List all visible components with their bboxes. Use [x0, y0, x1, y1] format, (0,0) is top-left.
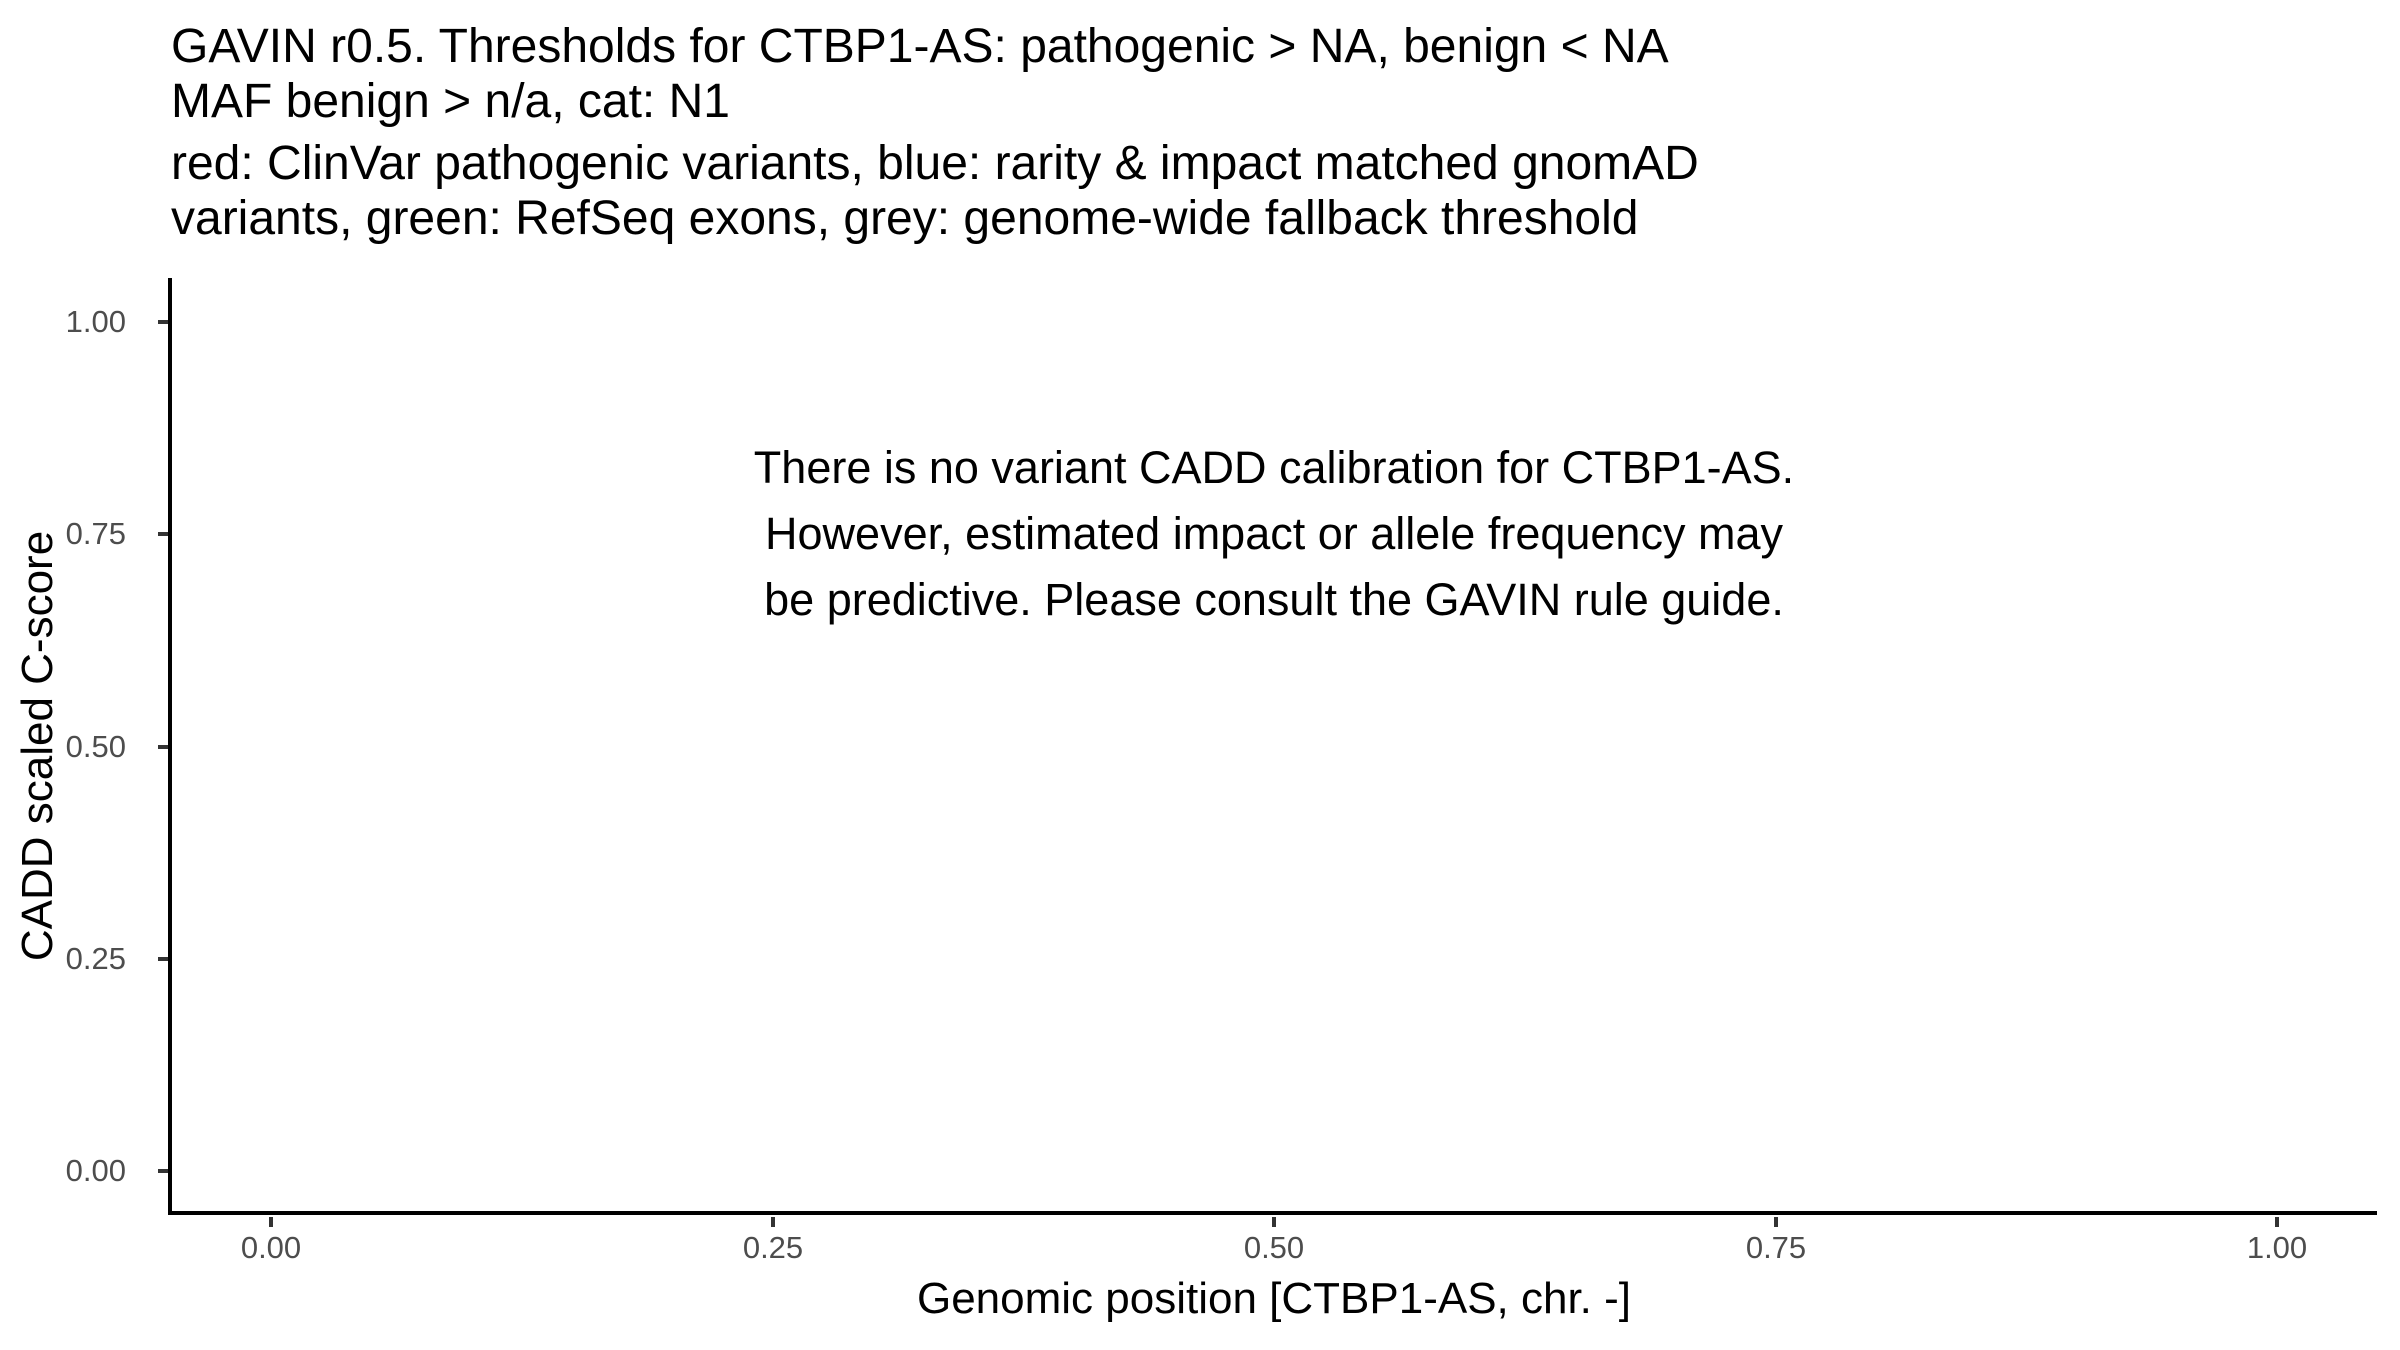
y-tick-mark — [158, 320, 168, 324]
y-tick-label: 1.00 — [65, 304, 126, 339]
plot-subtitle-line-1: red: ClinVar pathogenic variants, blue: rarity & impact matched gnomAD — [171, 137, 1699, 190]
no-calibration-annotation — [754, 435, 1794, 633]
y-axis-title: CADD scaled C-score — [13, 530, 62, 962]
x-tick-mark — [269, 1217, 273, 1227]
x-tick-mark — [2275, 1217, 2279, 1227]
x-tick-label: 0.00 — [240, 1230, 302, 1265]
y-tick-label: 0.00 — [65, 1153, 126, 1188]
y-tick-label: 0.25 — [65, 941, 126, 976]
plot-subtitle-line-2: variants, green: RefSeq exons, grey: genome-wide fallback threshold — [171, 192, 1639, 245]
annotation-line-1: There is no variant CADD calibration for CTBP1-AS. — [753, 442, 1795, 493]
x-tick-mark — [1272, 1217, 1276, 1227]
y-tick-label: 0.75 — [65, 516, 126, 551]
y-tick-label: 0.50 — [65, 729, 126, 764]
x-tick-label: 0.50 — [1243, 1230, 1305, 1265]
x-axis-title: Genomic position [CTBP1-AS, chr. -] — [916, 1274, 1632, 1323]
y-tick-mark — [158, 532, 168, 536]
y-tick-mark — [158, 1169, 168, 1173]
x-tick-label: 1.00 — [2246, 1230, 2308, 1265]
annotation-line-2: However, estimated impact or allele frequency may — [765, 508, 1783, 559]
y-tick-mark — [158, 745, 168, 749]
x-tick-label: 0.25 — [742, 1230, 804, 1265]
plot-panel — [168, 278, 2377, 1215]
plot-title-line-1: GAVIN r0.5. Thresholds for CTBP1-AS: pathogenic > NA, benign < NA — [171, 20, 1669, 73]
annotation-line-3: be predictive. Please consult the GAVIN rule guide. — [764, 574, 1784, 625]
y-tick-mark — [158, 957, 168, 961]
x-tick-mark — [1774, 1217, 1778, 1227]
plot-title-line-2: MAF benign > n/a, cat: N1 — [171, 75, 730, 128]
x-tick-mark — [771, 1217, 775, 1227]
x-tick-label: 0.75 — [1745, 1230, 1807, 1265]
